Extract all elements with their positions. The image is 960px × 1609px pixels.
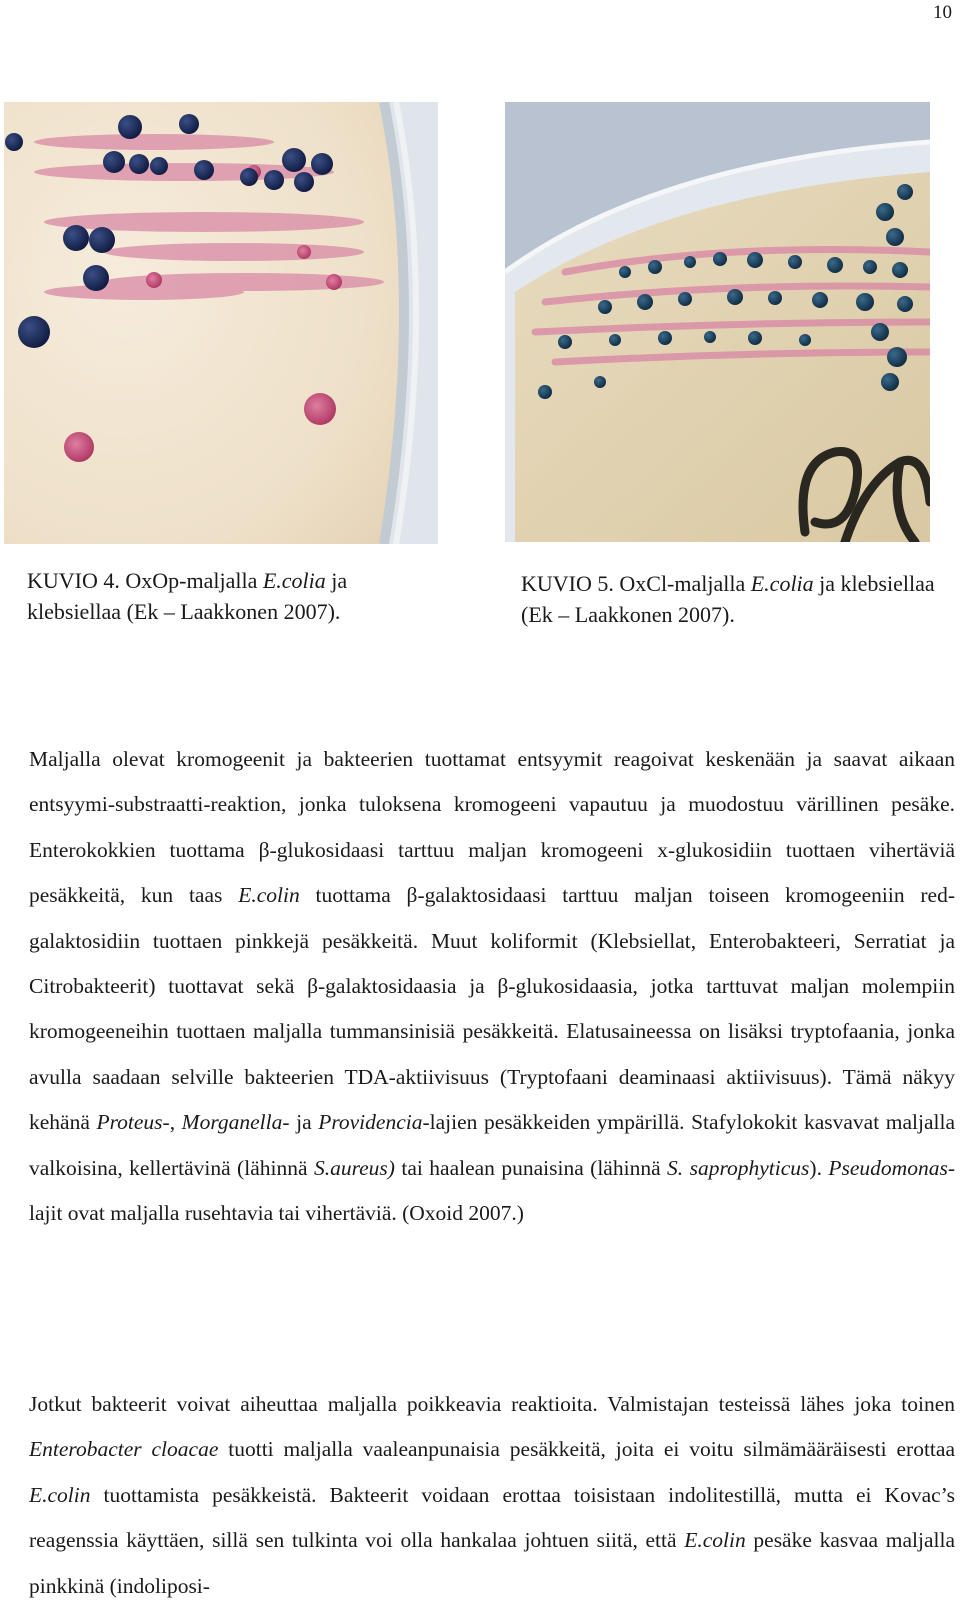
caption-species: E.colia: [262, 568, 326, 593]
text-run: ).: [809, 1155, 829, 1180]
italic-term: E.colin: [684, 1528, 746, 1553]
petri-dish-photo-oxcl: [505, 102, 930, 542]
petri-dish-photo-oxop: [4, 102, 438, 544]
text-run: -lajien pesäkkeiden ympärillä. Stafylokokit kasvavat maljalla valkoisina, kellertävinä (lähinnä: [29, 1110, 955, 1180]
caption-label: KUVIO 5. OxCl-maljalla: [521, 571, 751, 596]
italic-term: Providencia: [318, 1110, 423, 1135]
caption-label: KUVIO 4. OxOp-maljalla: [27, 568, 263, 593]
text-run: pesäke kasvaa maljalla pinkkinä (indoliposi-: [29, 1528, 955, 1598]
italic-term: Pseudomonas: [828, 1155, 948, 1180]
text-run: tuottamista pesäkkeistä. Bakteerit voidaan erottaa toisistaan indolitestillä, mutta ei Kovac’s reagenssia käyttäen, sillä sen tulkinta voi olla hankalaa johtuen siitä, että: [29, 1482, 955, 1553]
italic-term: E.colin: [238, 883, 300, 908]
italic-term: Proteus: [96, 1110, 163, 1135]
caption-rest: ja klebsiellaa (Ek – Laakkonen 2007).: [521, 571, 935, 627]
page-number: 10: [933, 2, 952, 23]
text-run: - ja: [282, 1110, 319, 1135]
text-run: tai haalean punaisina (lähinnä: [394, 1155, 668, 1180]
figure-4-caption: [27, 565, 387, 627]
italic-term: S.aureus): [313, 1155, 395, 1180]
text-run: -lajit ovat maljalla rusehtavia tai vihertäviä. (Oxoid 2007.): [29, 1155, 955, 1226]
body-paragraph-chromogens: [29, 737, 955, 1236]
text-run: Maljalla olevat kromogeenit ja bakteerien tuottamat entsyymit reagoivat keskenään ja saavat aikaan entsyymi-substraatti-reaktion, jonka tuloksena kromogeeni vapautuu ja muodostuu värillinen pesäke. Enterokokkien tuottama β-glukosidaasi tarttuu maljan kromogeeni x-glukosidiin tuottaen vihertäviä pesäkkeitä, kun taas: [29, 747, 955, 908]
italic-term: Morganella: [181, 1110, 283, 1135]
italic-term: S. saprophyticus: [667, 1155, 810, 1180]
body-paragraph-abnormal-reactions: [29, 1382, 955, 1609]
italic-term: Enterobacter cloacae: [29, 1437, 219, 1462]
text-run: -,: [162, 1110, 182, 1135]
caption-species: E.colia: [750, 571, 814, 596]
italic-term: E.colin: [29, 1482, 91, 1507]
caption-rest: ja klebsiellaa (Ek – Laakkonen 2007).: [27, 568, 348, 624]
text-run: tuottama β-galaktosidaasi tarttuu maljan toiseen kromogeeniin red-galaktosidiin tuottaen pinkkejä pesäkkeitä. Muut koliformit (Klebsiellat, Enterobakteeri, Serratiat ja Citrobakteerit) tuottavat sekä β-galaktosidaasia ja β-glukosidaasia, jotka tarttuvat maljan molempiin kromogeeneihin tuottaen maljalla tummansinisiä pesäkkeitä. Elatusaineessa on lisäksi tryptofaania, jonka avulla saadaan selville bakteerien TDA-aktiivisuus (Tryptofaani deaminaasi aktiivisuus). Tämä näkyy kehänä: [29, 883, 955, 1135]
figure-5-caption: [521, 568, 941, 630]
text-run: tuotti maljalla vaaleanpunaisia pesäkkeitä, joita ei voitu silmämääräisesti erottaa: [218, 1437, 955, 1462]
text-run: Jotkut bakteerit voivat aiheuttaa maljalla poikkeavia reaktioita. Valmistajan testeissä lähes joka toinen: [29, 1392, 955, 1416]
